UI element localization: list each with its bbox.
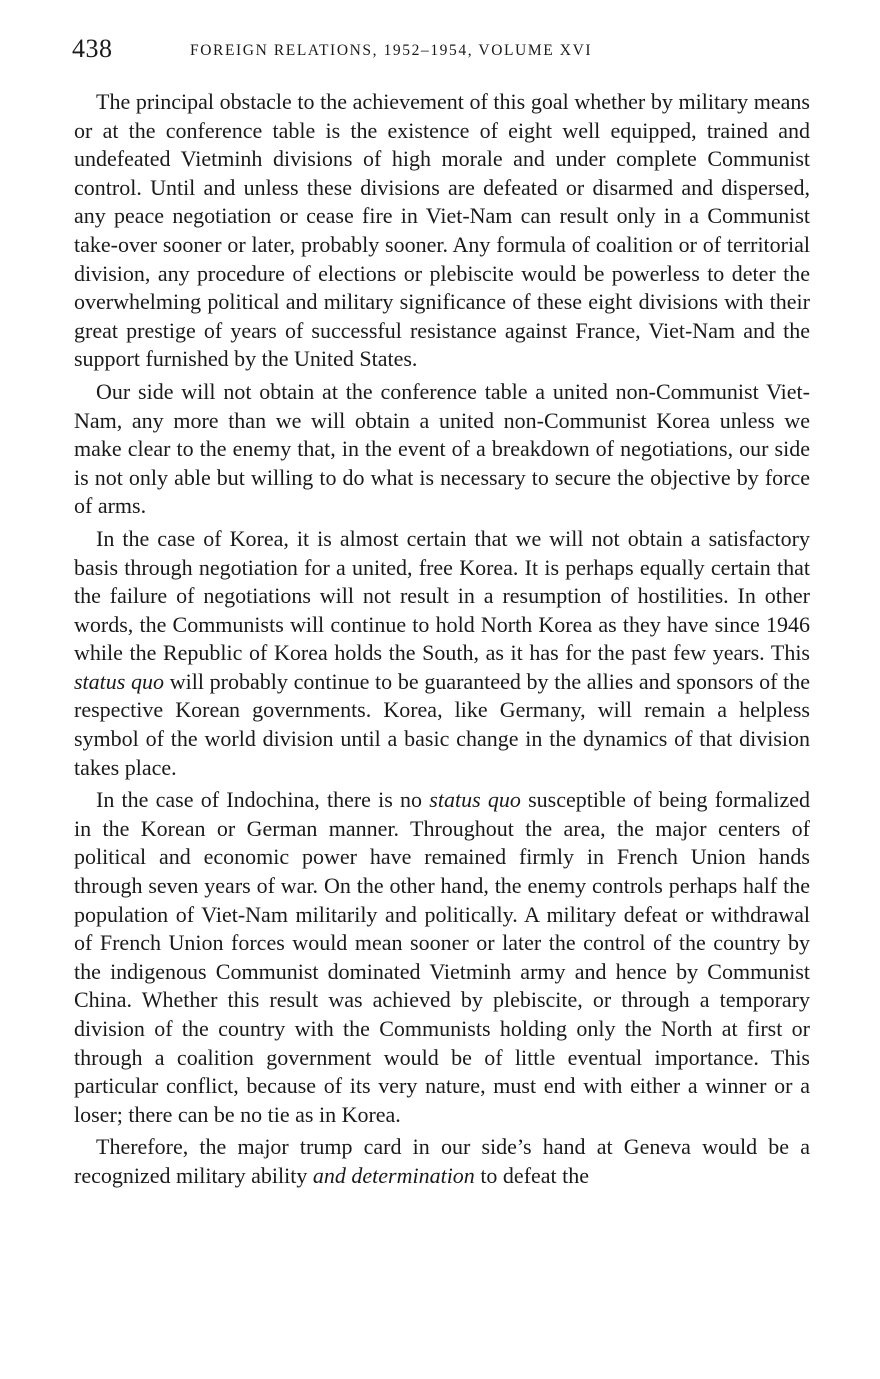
page-number: 438 <box>72 34 113 63</box>
paragraph-conference-table <box>74 378 810 521</box>
running-head <box>72 34 812 68</box>
paragraph-obstacle <box>74 88 810 374</box>
paragraph-text: to defeat the <box>474 1162 590 1188</box>
italic-phrase: status quo <box>429 787 521 813</box>
paragraph-text: In the case of Korea, it is almost certain that we will not obtain a satisfactory basis through negotiation for a united, free Korea. It is perhaps equally certain that the failure of negotiations will not result in a resumption of hostilities. In other words, the Communists will continue to hold North Korea as they have since 1946 while the Republic of Korea holds the South, as it has for the past few years. This <box>74 525 810 666</box>
paragraph-text: In the case of Indochina, there is no <box>96 787 430 813</box>
paragraph-text: Therefore, the major trump card in our side’s hand at Geneva would be a recognized military ability <box>74 1134 810 1188</box>
paragraph-trump-card <box>74 1133 810 1190</box>
paragraph-text: will probably continue to be guaranteed by the allies and sponsors of the respective Korean governments. Korea, like Germany, will remain a helpless symbol of the world division until a basic change in the dynamics of that division takes place. <box>74 668 810 780</box>
paragraph-text: susceptible of being formalized in the Korean or German manner. Throughout the area, the major centers of political and economic power have remained firmly in French Union hands through seven years of war. On the other hand, the enemy controls perhaps half the population of Viet-Nam militarily and politically. A military defeat or withdrawal of French Union forces would mean sooner or later the control of the country by the indigenous Communist dominated Vietminh army and hence by Communist China. Whether this result was achieved by plebiscite, or through a temporary division of the country with the Communists holding only the North at first or through a coalition government would be of little eventual importance. This particular conflict, because of its very nature, must end with either a winner or a loser; there can be no tie as in Korea. <box>74 787 810 1127</box>
italic-phrase: status quo <box>74 668 165 694</box>
paragraph-indochina <box>74 786 810 1129</box>
body-text <box>74 88 810 1195</box>
running-title: FOREIGN RELATIONS, 1952–1954, VOLUME XVI <box>190 42 593 59</box>
italic-phrase: and determination <box>312 1162 475 1188</box>
paragraph-text: Our side will not obtain at the conference table a united non-Communist Viet-Nam, any more than we will obtain a united non-Communist Korea unless we make clear to the enemy that, in the event of a breakdown of negotiations, our side is not only able but willing to do what is necessary to secure the objective by force of arms. <box>74 378 810 519</box>
paragraph-korea <box>74 525 810 782</box>
paragraph-text: The principal obstacle to the achievement of this goal whether by military means or at the conference table is the existence of eight well equipped, trained and undefeated Vietminh divisions of high morale and under complete Communist control. Until and unless these divisions are defeated or disarmed and dispersed, any peace negotiation or cease fire in Viet-Nam can result only in a Communist take-over sooner or later, probably sooner. Any formula of coalition or of territorial division, any procedure of elections or plebiscite would be powerless to deter the overwhelming political and military significance of these eight divisions with their great prestige of years of successful resistance against France, Viet-Nam and the support furnished by the United States. <box>74 89 810 372</box>
